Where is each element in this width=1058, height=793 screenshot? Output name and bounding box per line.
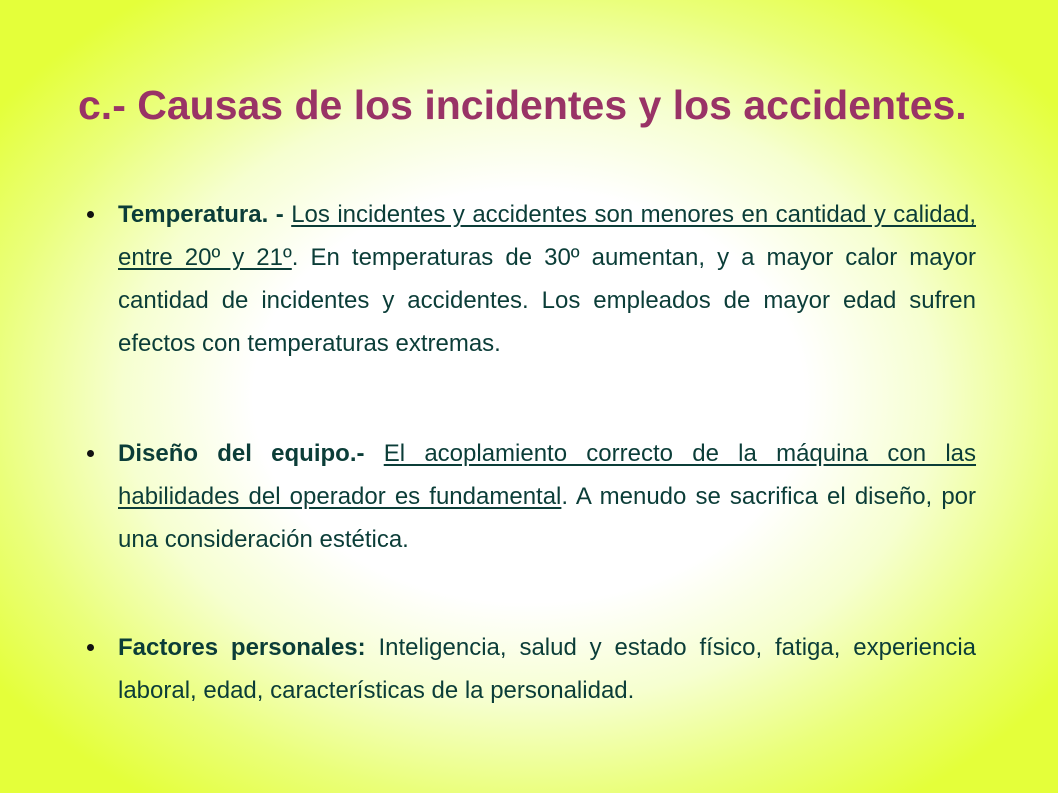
- bullet-dot-icon: [87, 450, 94, 457]
- bullet-heading: Temperatura. -: [118, 201, 284, 228]
- bullet-heading: Factores personales:: [118, 634, 366, 661]
- bullet-heading: Diseño del equipo.-: [118, 440, 365, 467]
- bullet-item-diseno-equipo: [118, 432, 976, 561]
- bullet-text: . En temperaturas de 30º aumentan, y a mayor calor mayor cantidad de incidentes y accidentes. Los empleados de mayor edad sufren efectos con temperaturas extremas.: [118, 244, 976, 357]
- bullet-item-factores-personales: [118, 626, 976, 712]
- bullet-underlined-text: El acoplamiento correcto de la máquina con las habilidades del operador es fundamental: [118, 440, 977, 510]
- bullet-underlined-text: Los incidentes y accidentes son menores en cantidad y calidad, entre 20º y 21º: [118, 201, 976, 271]
- bullet-item-temperatura: [118, 193, 976, 365]
- slide-title: c.- Causas de los incidentes y los accidentes.: [78, 82, 967, 128]
- bullet-dot-icon: [87, 211, 94, 218]
- bullet-text: . A menudo se sacrifica el diseño, por una consideración estética.: [118, 483, 977, 553]
- bullet-text: Inteligencia, salud y estado físico, fatiga, experiencia laboral, edad, características de la personalidad.: [118, 634, 976, 704]
- bullet-dot-icon: [87, 644, 94, 651]
